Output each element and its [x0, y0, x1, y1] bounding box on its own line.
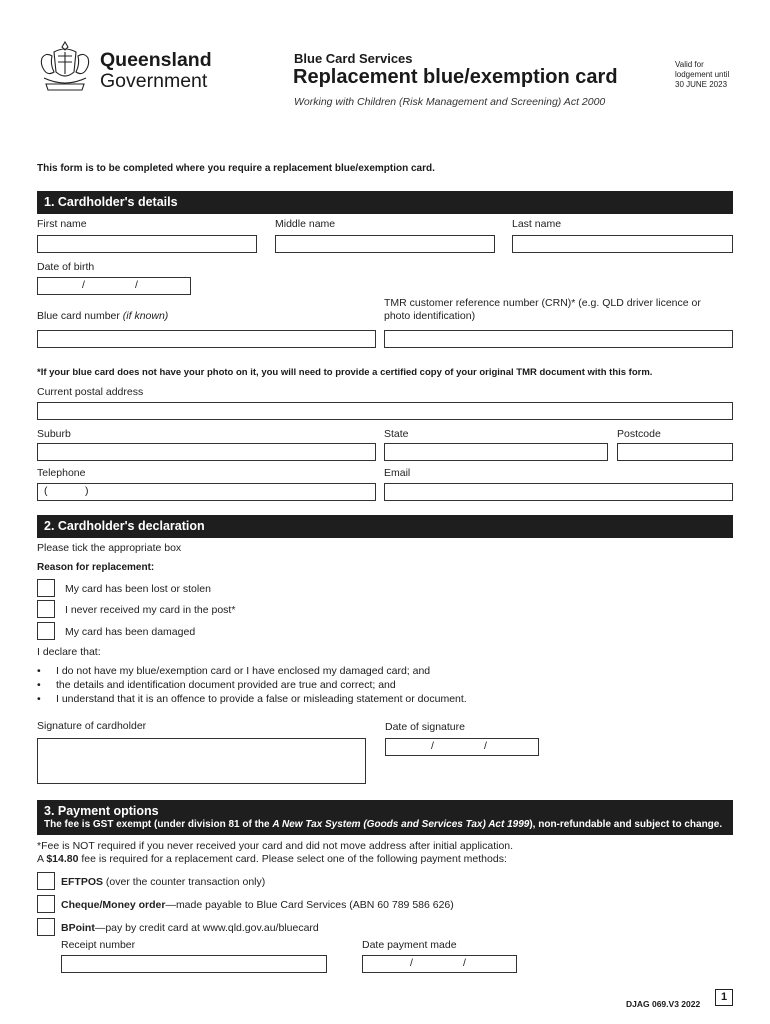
- blue-card-number-field[interactable]: [37, 330, 376, 348]
- declaration-item: • the details and identification document provided are true and correct; and: [37, 678, 467, 692]
- suburb-field[interactable]: [37, 443, 376, 461]
- email-field[interactable]: [384, 483, 733, 501]
- bpoint-detail: —pay by credit card at www.qld.gov.au/bluecard: [94, 922, 319, 934]
- form-title: Replacement blue/exemption card: [293, 66, 618, 88]
- queensland-coat-of-arms-icon: [36, 40, 94, 96]
- validity-line-2: lodgement until: [675, 70, 730, 79]
- telephone-label: Telephone: [37, 467, 86, 479]
- telephone-field[interactable]: [37, 483, 376, 501]
- fee-required-note: [37, 853, 507, 865]
- date-of-signature-field[interactable]: [385, 738, 539, 756]
- date-separator: /: [410, 957, 413, 969]
- bpoint-checkbox[interactable]: [37, 918, 55, 936]
- cheque-label: [61, 899, 454, 911]
- date-payment-made-field[interactable]: [362, 955, 517, 973]
- section-2-heading: 2. Cardholder's declaration: [37, 515, 733, 538]
- section-3-title: 3. Payment options: [44, 804, 159, 818]
- date-of-signature-label: Date of signature: [385, 721, 465, 733]
- crn-field[interactable]: [384, 330, 733, 348]
- reason-label: Reason for replacement:: [37, 562, 155, 573]
- brand-line-2: Government: [100, 70, 208, 92]
- service-name: Blue Card Services: [294, 51, 413, 66]
- page-number: 1: [715, 989, 733, 1006]
- date-separator: /: [484, 740, 487, 752]
- validity-note: [675, 60, 729, 90]
- signature-field[interactable]: [37, 738, 366, 784]
- gst-note-post: ), non-refundable and subject to change.: [529, 819, 723, 830]
- eftpos-checkbox[interactable]: [37, 872, 55, 890]
- reason-damaged-label: My card has been damaged: [65, 626, 196, 638]
- act-reference: Working with Children (Risk Management and Screening) Act 2000: [294, 96, 606, 108]
- declare-label: I declare that:: [37, 646, 101, 658]
- date-separator: /: [82, 279, 85, 291]
- postal-address-label: Current postal address: [37, 386, 144, 398]
- blue-card-number-label: [37, 310, 168, 322]
- crn-label-line-1: TMR customer reference number (CRN)* (e.g. QLD driver licence or: [384, 297, 701, 309]
- middle-name-label: Middle name: [275, 218, 336, 230]
- reason-lost-checkbox[interactable]: [37, 579, 55, 597]
- reason-not-received-label: I never received my card in the post*: [65, 604, 236, 616]
- photo-note: *If your blue card does not have your photo on it, you will need to provide a certified copy of your original TMR document with this form.: [37, 367, 653, 378]
- eftpos-name: EFTPOS: [61, 876, 104, 888]
- bpoint-label: [61, 922, 319, 934]
- fee-note-pre: A: [37, 853, 47, 865]
- cheque-checkbox[interactable]: [37, 895, 55, 913]
- brand-line-1: Queensland: [100, 49, 212, 71]
- crn-label: [384, 297, 701, 323]
- area-code-close: ): [85, 485, 89, 497]
- first-name-label: First name: [37, 218, 87, 230]
- fee-amount: $14.80: [46, 853, 79, 865]
- fee-note-post: fee is required for a replacement card. Please select one of the following payment methods:: [78, 853, 507, 865]
- state-field[interactable]: [384, 443, 608, 461]
- section-3-heading: [37, 800, 733, 835]
- first-name-field[interactable]: [37, 235, 257, 253]
- gst-note-pre: The fee is GST exempt (under division 81 of the: [44, 819, 273, 830]
- cheque-name: Cheque/Money order: [61, 899, 166, 911]
- reason-lost-label: My card has been lost or stolen: [65, 583, 211, 595]
- state-label: State: [384, 428, 409, 440]
- last-name-field[interactable]: [512, 235, 733, 253]
- date-payment-made-label: Date payment made: [362, 939, 457, 951]
- date-of-birth-field[interactable]: [37, 277, 191, 295]
- declaration-list: [37, 664, 467, 706]
- area-code-open: (: [44, 485, 48, 497]
- middle-name-field[interactable]: [275, 235, 495, 253]
- date-separator: /: [431, 740, 434, 752]
- validity-line-3: 30 JUNE 2023: [675, 80, 728, 89]
- receipt-number-label: Receipt number: [61, 939, 136, 951]
- tick-prompt: Please tick the appropriate box: [37, 542, 182, 554]
- if-known-text: (if known): [122, 310, 169, 322]
- signature-label: Signature of cardholder: [37, 720, 147, 732]
- declaration-item: • I understand that it is an offence to provide a false or misleading statement or document.: [37, 692, 467, 706]
- section-1-heading: 1. Cardholder's details: [37, 191, 733, 214]
- fee-not-required-note: *Fee is NOT required if you never received your card and did not move address after initial application.: [37, 840, 514, 852]
- form-code: DJAG 069.V3 2022: [626, 999, 701, 1009]
- email-label: Email: [384, 467, 411, 479]
- suburb-label: Suburb: [37, 428, 71, 440]
- gst-note: [44, 819, 733, 830]
- reason-not-received-checkbox[interactable]: [37, 600, 55, 618]
- intro-text: This form is to be completed where you require a replacement blue/exemption card.: [37, 163, 435, 174]
- queensland-government-logo: [100, 50, 212, 92]
- blue-card-number-text: Blue card number: [37, 310, 123, 322]
- validity-line-1: Valid for: [675, 60, 704, 69]
- date-separator: /: [135, 279, 138, 291]
- receipt-number-field[interactable]: [61, 955, 327, 973]
- date-separator: /: [463, 957, 466, 969]
- eftpos-label: [61, 876, 265, 888]
- bpoint-name: BPoint: [61, 922, 95, 934]
- crn-label-line-2: photo identification): [384, 310, 476, 322]
- gst-note-act: A New Tax System (Goods and Services Tax) Act 1999: [272, 819, 530, 830]
- postcode-field[interactable]: [617, 443, 733, 461]
- last-name-label: Last name: [512, 218, 562, 230]
- declaration-item: • I do not have my blue/exemption card or I have enclosed my damaged card; and: [37, 664, 467, 678]
- postcode-label: Postcode: [617, 428, 661, 440]
- reason-damaged-checkbox[interactable]: [37, 622, 55, 640]
- eftpos-detail: (over the counter transaction only): [103, 876, 266, 888]
- postal-address-field[interactable]: [37, 402, 733, 420]
- cheque-detail: —made payable to Blue Card Services (ABN 60 789 586 626): [165, 899, 454, 911]
- date-of-birth-label: Date of birth: [37, 261, 95, 273]
